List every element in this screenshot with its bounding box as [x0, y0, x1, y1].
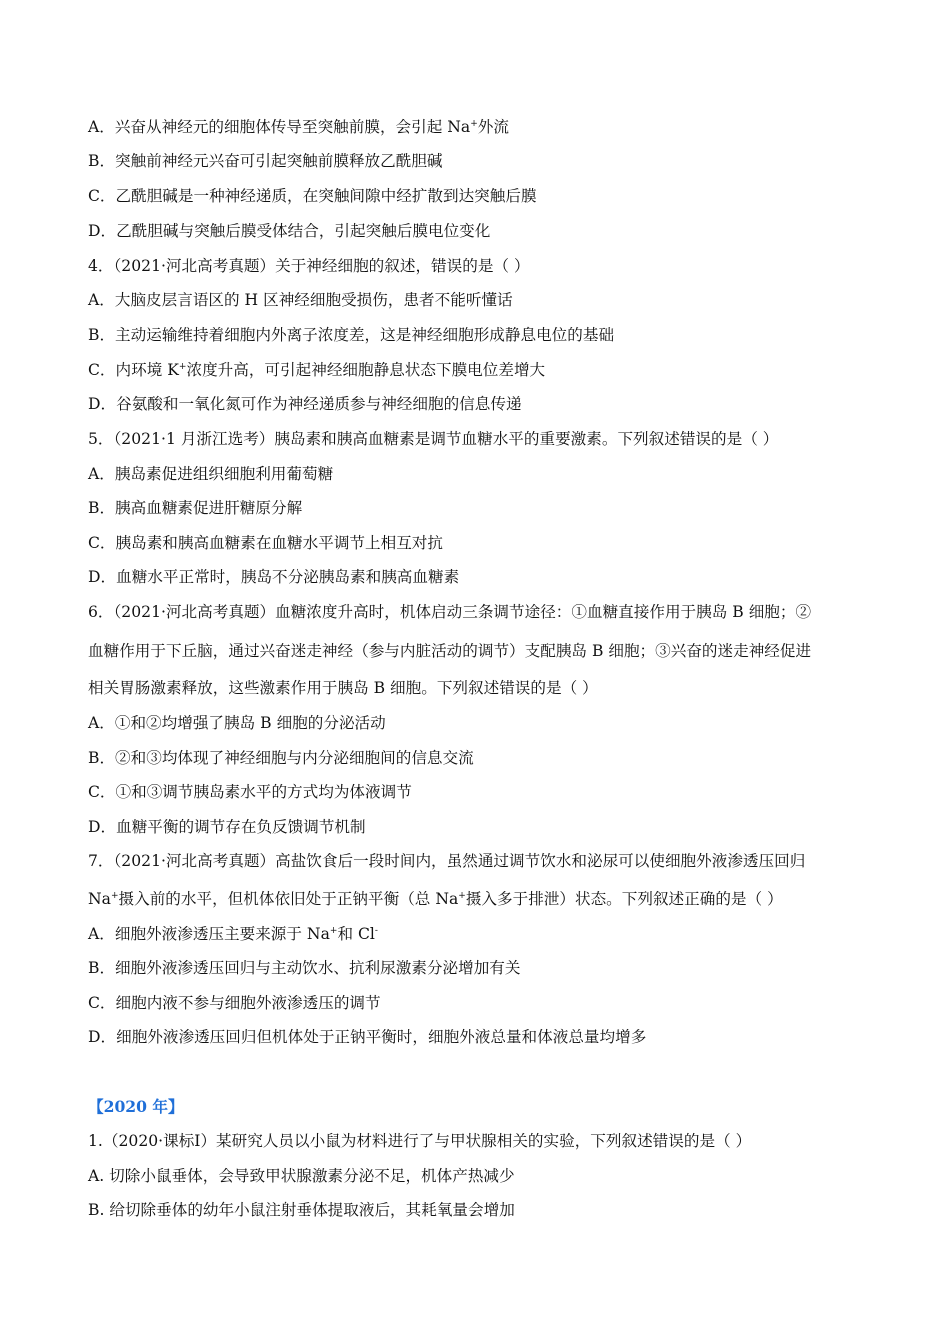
option-line: B．胰高血糖素促进肝糖原分解	[88, 499, 303, 517]
question-6-stem-cont: 相关胃肠激素释放，这些激素作用于胰岛 B 细胞。下列叙述错误的是（ ）	[88, 679, 598, 697]
question-6-stem: 6．（2021·河北高考真题）血糖浓度升高时，机体启动三条调节途径：①血糖直接作用于胰岛 B 细胞；②	[88, 603, 812, 621]
question-7-stem: 7．（2021·河北高考真题）高盐饮食后一段时间内，虽然通过调节饮水和泌尿可以使细胞外液渗透压回归	[88, 852, 806, 870]
option-line: B．细胞外液渗透压回归与主动饮水、抗利尿激素分泌增加有关	[88, 959, 521, 977]
option-line: C．乙酰胆碱是一种神经递质，在突触间隙中经扩散到达突触后膜	[88, 187, 537, 205]
option-line: B. 给切除垂体的幼年小鼠注射垂体提取液后，其耗氧量会增加	[88, 1201, 515, 1219]
option-line: A．大脑皮层言语区的 H 区神经细胞受损伤，患者不能听懂话	[88, 291, 513, 309]
option-line: A．细胞外液渗透压主要来源于 Na+和 Cl-	[88, 925, 378, 943]
option-line: B．主动运输维持着细胞内外离子浓度差，这是神经细胞形成静息电位的基础	[88, 326, 615, 344]
question-4-stem: 4．（2021·河北高考真题）关于神经细胞的叙述，错误的是（ ）	[88, 257, 530, 275]
option-line: A. 切除小鼠垂体，会导致甲状腺激素分泌不足，机体产热减少	[88, 1167, 515, 1185]
option-line: C．细胞内液不参与细胞外液渗透压的调节	[88, 994, 381, 1012]
option-line: D．血糖平衡的调节存在负反馈调节机制	[88, 818, 366, 836]
option-line: B．②和③均体现了神经细胞与内分泌细胞间的信息交流	[88, 749, 474, 767]
option-line: D．乙酰胆碱与突触后膜受体结合，引起突触后膜电位变化	[88, 222, 491, 240]
option-line: D．血糖水平正常时，胰岛不分泌胰岛素和胰高血糖素	[88, 568, 460, 586]
option-line: A．①和②均增强了胰岛 B 细胞的分泌活动	[88, 714, 386, 732]
option-line: C．内环境 K+浓度升高，可引起神经细胞静息状态下膜电位差增大	[88, 361, 546, 379]
option-line: A．兴奋从神经元的细胞体传导至突触前膜，会引起 Na+外流	[88, 118, 509, 136]
option-line: C．胰岛素和胰高血糖素在血糖水平调节上相互对抗	[88, 534, 443, 552]
option-line: C．①和③调节胰岛素水平的方式均为体液调节	[88, 783, 412, 801]
question-5-stem: 5．（2021·1 月浙江选考）胰岛素和胰高血糖素是调节血糖水平的重要激素。下列叙述错误的是（ ）	[88, 430, 779, 448]
option-line: D．细胞外液渗透压回归但机体处于正钠平衡时，细胞外液总量和体液总量均增多	[88, 1028, 647, 1046]
option-line: D．谷氨酸和一氧化氮可作为神经递质参与神经细胞的信息传递	[88, 395, 522, 413]
option-line: A．胰岛素促进组织细胞利用葡萄糖	[88, 465, 334, 483]
option-line: B．突触前神经元兴奋可引起突触前膜释放乙酰胆碱	[88, 152, 443, 170]
question-1-stem: 1.（2020·课标Ⅰ）某研究人员以小鼠为材料进行了与甲状腺相关的实验，下列叙述错误的是（ ）	[88, 1132, 752, 1150]
question-7-stem-cont: Na+摄入前的水平，但机体依旧处于正钠平衡（总 Na+摄入多于排泄）状态。下列叙述正确的是（ ）	[88, 890, 783, 908]
question-6-stem-cont: 血糖作用于下丘脑，通过兴奋迷走神经（参与内脏活动的调节）支配胰岛 B 细胞；③兴奋的迷走神经促进	[88, 642, 812, 660]
section-heading-2020: 【2020 年】	[88, 1097, 184, 1116]
